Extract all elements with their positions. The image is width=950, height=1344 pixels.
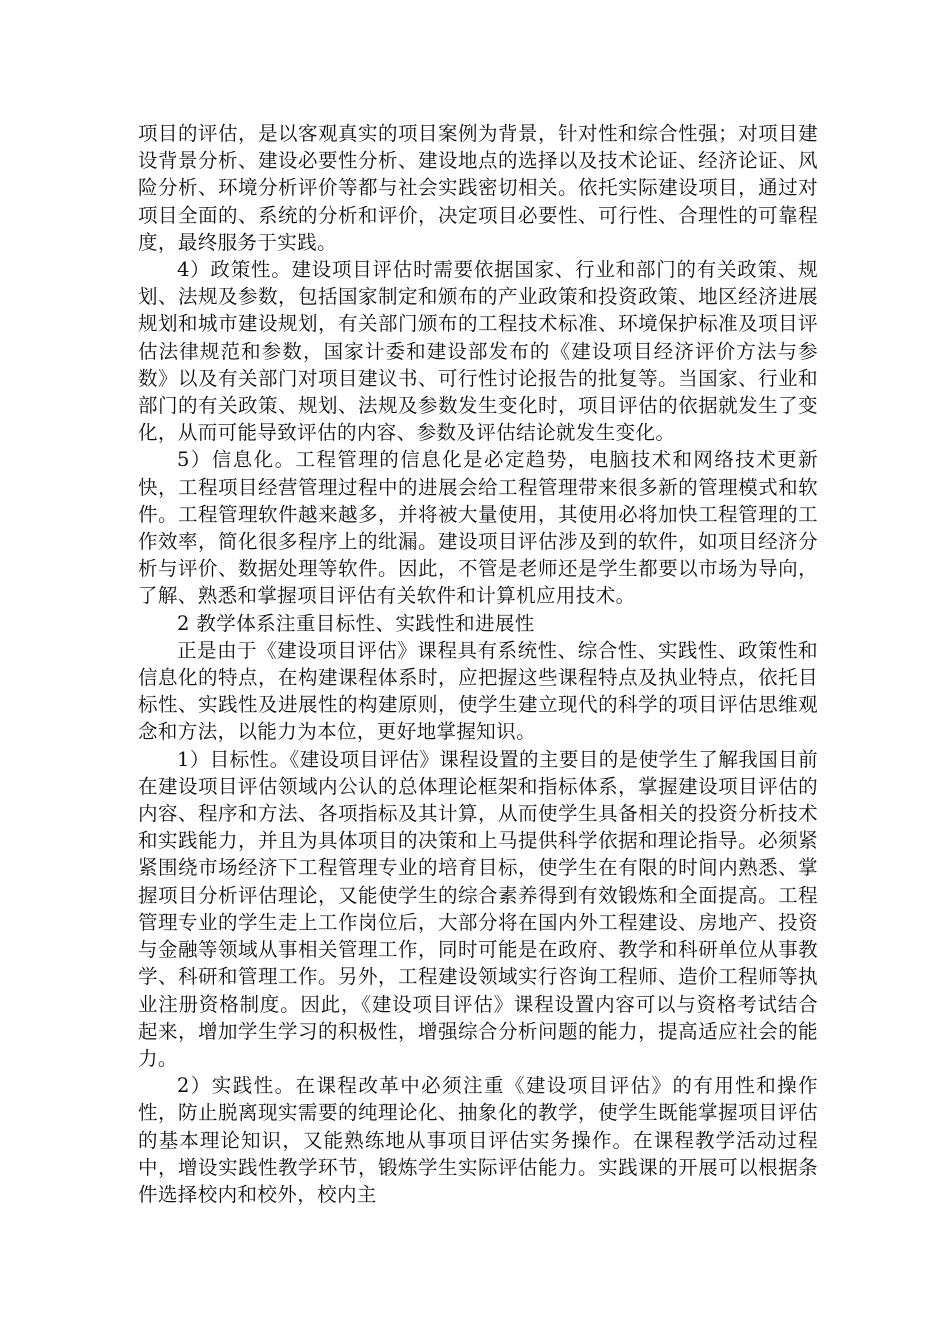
paragraph-intro: 项目的评估，是以客观真实的项目案例为背景，针对性和综合性强；对项目建设背景分析、建设必要性分析、建设地点的选择以及技术论证、经济论证、风险分析、环境分析评价等都与社会实践密切相关。依托实际建设项目，通过对项目全面的、系统的分析和评价，决定项目必要性、可行性、合理性的可靠程度，最终服务于实践。 <box>138 122 818 254</box>
paragraph-section-intro: 正是由于《建设项目评估》课程具有系统性、综合性、实践性、政策性和信息化的特点，在构建课程体系时，应把握这些课程特点及执业特点，依托目标性、实践性及进展性的构建原则，使学生建立现代的科学的项目评估思维观念和方法，以能力为本位，更好地掌握知识。 <box>138 638 818 744</box>
section-heading: 2 教学体系注重目标性、实践性和进展性 <box>177 611 535 635</box>
paragraph-policy: 4）政策性。建设项目评估时需要依据国家、行业和部门的有关政策、规划、法规及参数，包括国家制定和颁布的产业政策和投资政策、地区经济进展规划和城市建设规划，有关部门颁布的工程技术标准、环境保护标准及项目评估法律规范和参数，国家计委和建设部发布的《建设项目经济评价方法与参数》以及有关部门对项目建议书、可行性讨论报告的批复等。当国家、行业和部门的有关政策、规划、法规及参数发生变化时，项目评估的依据就发生了变化，从而可能导致评估的内容、参数及评估结论就发生变化。 <box>138 258 818 445</box>
document-page <box>138 120 818 1208</box>
paragraph-informatization: 5）信息化。工程管理的信息化是必定趋势，电脑技术和网络技术更新快，工程项目经营管理过程中的进展会给工程管理带来很多新的管理模式和软件。工程管理软件越来越多，并将被大量使用，其使用必将加快工程管理的工作效率，简化很多程序上的纰漏。建设项目评估涉及到的软件，如项目经济分析与评价、数据处理等软件。因此，不管是老师还是学生都要以市场为导向，了解、熟悉和掌握项目评估有关软件和计算机应用技术。 <box>138 448 818 608</box>
paragraph-objectivity: 1）目标性。《建设项目评估》课程设置的主要目的是使学生了解我国目前在建设项目评估领域内公认的总体理论框架和指标体系，掌握建设项目评估的内容、程序和方法、各项指标及其计算，从而使学生具备相关的投资分析技术和实践能力，并且为具体项目的决策和上马提供科学依据和理论指导。必须紧紧围绕市场经济下工程管理专业的培育目标，使学生在有限的时间内熟悉、掌握项目分析评估理论，又能使学生的综合素养得到有效锻炼和全面提高。工程管理专业的学生走上工作岗位后，大部分将在国内外工程建设、房地产、投资与金融等领域从事相关管理工作，同时可能是在政府、教学和科研单位从事教学、科研和管理工作。另外，工程建设领域实行咨询工程师、造价工程师等执业注册资格制度。因此，《建设项目评估》课程设置内容可以与资格考试结合起来，增加学生学习的积极性，增强综合分析问题的能力，提高适应社会的能力。 <box>138 747 818 1070</box>
paragraph-practicality: 2）实践性。在课程改革中必须注重《建设项目评估》的有用性和操作性，防止脱离现实需要的纯理论化、抽象化的教学，使学生既能掌握项目评估的基本理论知识，又能熟练地从事项目评估实务操作。在课程教学活动过程中，增设实践性教学环节，锻炼学生实际评估能力。实践课的开展可以根据条件选择校内和校外，校内主 <box>138 1074 818 1206</box>
